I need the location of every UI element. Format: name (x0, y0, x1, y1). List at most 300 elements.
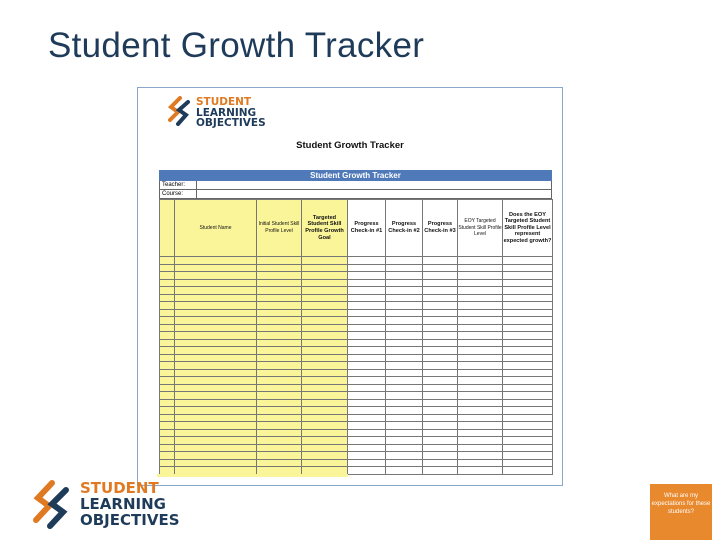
table-cell (348, 377, 386, 385)
table-cell (503, 414, 553, 422)
teacher-label: Teacher: (162, 182, 186, 188)
table-cell (257, 347, 302, 355)
table-cell (458, 437, 503, 445)
table-cell (386, 414, 423, 422)
table-cell (160, 309, 175, 317)
table-cell (423, 339, 458, 347)
table-cell (423, 279, 458, 287)
table-cell (386, 347, 423, 355)
table-cell (302, 332, 348, 340)
table-cell (386, 459, 423, 467)
table-cell (458, 354, 503, 362)
table-cell (458, 422, 503, 430)
table-cell (348, 324, 386, 332)
table-cell (423, 392, 458, 400)
table-cell (423, 369, 458, 377)
table-row (160, 452, 553, 460)
table-cell (257, 369, 302, 377)
table-cell (160, 459, 175, 467)
table-cell (458, 362, 503, 370)
table-cell (458, 429, 503, 437)
table-cell (257, 287, 302, 295)
table-cell (423, 429, 458, 437)
footer-logo (30, 479, 180, 535)
table-cell (257, 324, 302, 332)
table-cell (348, 459, 386, 467)
table-cell (458, 369, 503, 377)
table-cell (458, 279, 503, 287)
table-cell (257, 392, 302, 400)
table-cell (458, 392, 503, 400)
table-cell (503, 339, 553, 347)
column-header: Does the EOY Targeted Student Skill Profile Level represent expected growth? (503, 200, 553, 257)
table-cell (458, 294, 503, 302)
table-row (160, 377, 553, 385)
table-cell (160, 317, 175, 325)
table-cell (302, 264, 348, 272)
table-cell (423, 347, 458, 355)
course-field (196, 190, 551, 198)
table-cell (386, 437, 423, 445)
table-cell (302, 294, 348, 302)
table-cell (348, 399, 386, 407)
table-cell (160, 399, 175, 407)
table-cell (175, 429, 257, 437)
table-cell (175, 339, 257, 347)
table-row (160, 369, 553, 377)
table-cell (386, 264, 423, 272)
table-cell (348, 452, 386, 460)
table-cell (302, 422, 348, 430)
table-cell (348, 354, 386, 362)
table-cell (503, 422, 553, 430)
table-cell (503, 437, 553, 445)
table-cell (386, 429, 423, 437)
table-cell (503, 467, 553, 475)
table-cell (348, 384, 386, 392)
table-cell (423, 272, 458, 280)
table-cell (302, 309, 348, 317)
table-cell (503, 377, 553, 385)
table-cell (175, 444, 257, 452)
table-cell (348, 294, 386, 302)
table-row (160, 429, 553, 437)
table-cell (458, 459, 503, 467)
table-cell (503, 399, 553, 407)
table-cell (160, 467, 175, 475)
table-cell (175, 347, 257, 355)
table-cell (386, 332, 423, 340)
table-cell (160, 384, 175, 392)
table-cell (302, 467, 348, 475)
table-cell (458, 399, 503, 407)
column-header: Student Name (175, 200, 257, 257)
table-cell (257, 429, 302, 437)
table-cell (257, 362, 302, 370)
table-cell (160, 377, 175, 385)
table-cell (423, 459, 458, 467)
table-cell (302, 437, 348, 445)
table-cell (302, 257, 348, 265)
table-cell (458, 339, 503, 347)
slide-title: Student Growth Tracker (48, 26, 425, 65)
table-cell (160, 444, 175, 452)
table-cell (175, 264, 257, 272)
table-cell (302, 407, 348, 415)
table-cell (458, 407, 503, 415)
table-cell (175, 467, 257, 475)
orange-note-box: What are my expectations for these students? (650, 484, 712, 540)
table-cell (302, 459, 348, 467)
column-header: Progress Check-in #2 (386, 200, 423, 257)
table-cell (175, 257, 257, 265)
column-header: Targeted Student Skill Profile Growth Goal (302, 200, 348, 257)
table-cell (503, 332, 553, 340)
table-cell (458, 309, 503, 317)
table-row (160, 347, 553, 355)
table-cell (348, 302, 386, 310)
table-cell (386, 392, 423, 400)
table-cell (458, 287, 503, 295)
table-cell (423, 332, 458, 340)
table-cell (257, 422, 302, 430)
table-header-row (160, 200, 553, 257)
table-row (160, 309, 553, 317)
table-cell (257, 467, 302, 475)
table-cell (503, 384, 553, 392)
table-row (160, 279, 553, 287)
table-cell (348, 444, 386, 452)
table-cell (458, 414, 503, 422)
slo-logo-icon (30, 480, 76, 530)
table-cell (175, 272, 257, 280)
table-cell (302, 339, 348, 347)
table-cell (386, 467, 423, 475)
table-cell (423, 354, 458, 362)
course-row (159, 190, 552, 199)
table-cell (302, 444, 348, 452)
table-cell (386, 399, 423, 407)
course-label: Course: (162, 191, 184, 197)
table-cell (160, 437, 175, 445)
table-cell (257, 377, 302, 385)
table-cell (302, 414, 348, 422)
table-cell (160, 369, 175, 377)
table-row (160, 354, 553, 362)
table-row (160, 444, 553, 452)
table-cell (175, 392, 257, 400)
highlight-band (157, 474, 348, 477)
table-cell (386, 302, 423, 310)
table-cell (386, 279, 423, 287)
table-row (160, 384, 553, 392)
table-row (160, 467, 553, 475)
table-cell (423, 264, 458, 272)
table-cell (423, 422, 458, 430)
table-row (160, 437, 553, 445)
table-cell (386, 377, 423, 385)
table-body (160, 257, 553, 475)
table-cell (302, 347, 348, 355)
table-cell (160, 272, 175, 280)
table-cell (503, 354, 553, 362)
table-cell (302, 272, 348, 280)
table-cell (302, 399, 348, 407)
table-cell (458, 444, 503, 452)
table-cell (423, 324, 458, 332)
table-row (160, 399, 553, 407)
table-cell (160, 264, 175, 272)
table-row (160, 264, 553, 272)
table-cell (423, 452, 458, 460)
column-header: Progress Check-in #3 (423, 200, 458, 257)
table-cell (257, 317, 302, 325)
table-cell (503, 362, 553, 370)
doc-logo-text: STUDENT LEARNING OBJECTIVES (196, 96, 266, 129)
table-cell (348, 287, 386, 295)
table-cell (257, 264, 302, 272)
table-cell (348, 257, 386, 265)
table-cell (386, 324, 423, 332)
table-cell (386, 294, 423, 302)
table-cell (348, 392, 386, 400)
tracker-table (159, 199, 553, 475)
table-cell (348, 347, 386, 355)
table-cell (257, 444, 302, 452)
table-cell (386, 407, 423, 415)
table-cell (257, 272, 302, 280)
table-cell (175, 459, 257, 467)
table-cell (458, 324, 503, 332)
table-cell (302, 452, 348, 460)
table-cell (458, 264, 503, 272)
table-cell (348, 429, 386, 437)
table-cell (257, 437, 302, 445)
table-row (160, 272, 553, 280)
table-cell (160, 302, 175, 310)
table-cell (458, 317, 503, 325)
table-cell (386, 384, 423, 392)
table-cell (348, 264, 386, 272)
table-cell (348, 437, 386, 445)
table-cell (160, 354, 175, 362)
table-cell (175, 369, 257, 377)
table-cell (458, 257, 503, 265)
table-cell (160, 294, 175, 302)
table-cell (503, 452, 553, 460)
table-cell (348, 467, 386, 475)
table-cell (175, 294, 257, 302)
table-cell (423, 399, 458, 407)
table-cell (257, 399, 302, 407)
table-cell (503, 407, 553, 415)
table-cell (348, 279, 386, 287)
table-cell (348, 369, 386, 377)
table-cell (302, 279, 348, 287)
table-cell (160, 362, 175, 370)
table-cell (348, 414, 386, 422)
tracker-sheet (159, 170, 552, 475)
table-cell (503, 302, 553, 310)
footer-logo-text: STUDENT LEARNING OBJECTIVES (80, 479, 180, 529)
table-cell (302, 429, 348, 437)
table-cell (423, 377, 458, 385)
table-cell (503, 369, 553, 377)
table-cell (423, 287, 458, 295)
table-cell (503, 287, 553, 295)
table-cell (423, 384, 458, 392)
table-cell (423, 362, 458, 370)
table-cell (423, 414, 458, 422)
table-cell (386, 444, 423, 452)
table-cell (160, 429, 175, 437)
table-row (160, 414, 553, 422)
table-cell (386, 354, 423, 362)
table-cell (348, 407, 386, 415)
table-cell (302, 362, 348, 370)
table-cell (257, 414, 302, 422)
table-cell (348, 422, 386, 430)
table-cell (257, 257, 302, 265)
table-cell (257, 279, 302, 287)
table-cell (458, 384, 503, 392)
teacher-field (196, 181, 551, 189)
table-cell (503, 324, 553, 332)
table-cell (348, 272, 386, 280)
table-row (160, 332, 553, 340)
table-cell (160, 392, 175, 400)
slo-logo-icon (166, 96, 194, 126)
table-cell (175, 377, 257, 385)
table-cell (257, 459, 302, 467)
table-row (160, 339, 553, 347)
table-cell (175, 279, 257, 287)
table-cell (302, 287, 348, 295)
table-cell (348, 317, 386, 325)
table-cell (423, 257, 458, 265)
table-cell (160, 324, 175, 332)
sheet-banner: Student Growth Tracker (159, 170, 552, 181)
table-cell (175, 287, 257, 295)
table-cell (458, 272, 503, 280)
table-cell (423, 302, 458, 310)
document-image (137, 87, 563, 486)
table-cell (175, 309, 257, 317)
table-row (160, 257, 553, 265)
table-cell (503, 459, 553, 467)
table-cell (423, 467, 458, 475)
table-cell (503, 294, 553, 302)
table-cell (175, 302, 257, 310)
table-cell (175, 354, 257, 362)
table-cell (175, 332, 257, 340)
table-cell (175, 362, 257, 370)
table-cell (175, 437, 257, 445)
table-cell (175, 414, 257, 422)
table-cell (302, 392, 348, 400)
table-cell (458, 347, 503, 355)
table-cell (257, 294, 302, 302)
table-cell (160, 257, 175, 265)
table-cell (257, 302, 302, 310)
table-cell (175, 407, 257, 415)
table-cell (302, 384, 348, 392)
table-cell (348, 362, 386, 370)
table-cell (423, 317, 458, 325)
table-row (160, 362, 553, 370)
table-row (160, 317, 553, 325)
table-cell (386, 287, 423, 295)
table-cell (175, 317, 257, 325)
table-cell (458, 302, 503, 310)
table-cell (257, 384, 302, 392)
table-cell (257, 339, 302, 347)
table-row (160, 302, 553, 310)
table-cell (503, 257, 553, 265)
table-cell (175, 399, 257, 407)
table-cell (160, 287, 175, 295)
table-cell (175, 422, 257, 430)
table-cell (160, 332, 175, 340)
table-row (160, 287, 553, 295)
table-row (160, 422, 553, 430)
column-header: EOY Targeted Student Skill Profile Level (458, 200, 503, 257)
table-cell (423, 437, 458, 445)
table-cell (302, 302, 348, 310)
table-cell (386, 369, 423, 377)
table-cell (160, 414, 175, 422)
table-cell (302, 317, 348, 325)
table-cell (160, 347, 175, 355)
table-cell (503, 347, 553, 355)
table-cell (386, 309, 423, 317)
table-cell (386, 339, 423, 347)
table-cell (386, 422, 423, 430)
table-cell (386, 257, 423, 265)
table-cell (160, 339, 175, 347)
table-cell (423, 407, 458, 415)
column-header: Progress Check-in #1 (348, 200, 386, 257)
table-cell (458, 452, 503, 460)
table-cell (348, 339, 386, 347)
table-cell (348, 309, 386, 317)
table-cell (302, 369, 348, 377)
table-cell (160, 422, 175, 430)
table-cell (175, 384, 257, 392)
table-cell (458, 377, 503, 385)
row-number-header (160, 200, 175, 257)
table-cell (257, 332, 302, 340)
table-row (160, 324, 553, 332)
table-cell (348, 332, 386, 340)
table-cell (503, 272, 553, 280)
table-cell (302, 354, 348, 362)
table-cell (458, 467, 503, 475)
table-cell (175, 324, 257, 332)
table-cell (257, 407, 302, 415)
table-cell (386, 362, 423, 370)
table-row (160, 294, 553, 302)
table-cell (423, 309, 458, 317)
table-cell (160, 279, 175, 287)
doc-logo (166, 96, 266, 131)
column-header: Initial Student Skill Profile Level (257, 200, 302, 257)
table-cell (257, 309, 302, 317)
table-cell (257, 452, 302, 460)
table-cell (503, 444, 553, 452)
table-cell (503, 309, 553, 317)
table-row (160, 407, 553, 415)
